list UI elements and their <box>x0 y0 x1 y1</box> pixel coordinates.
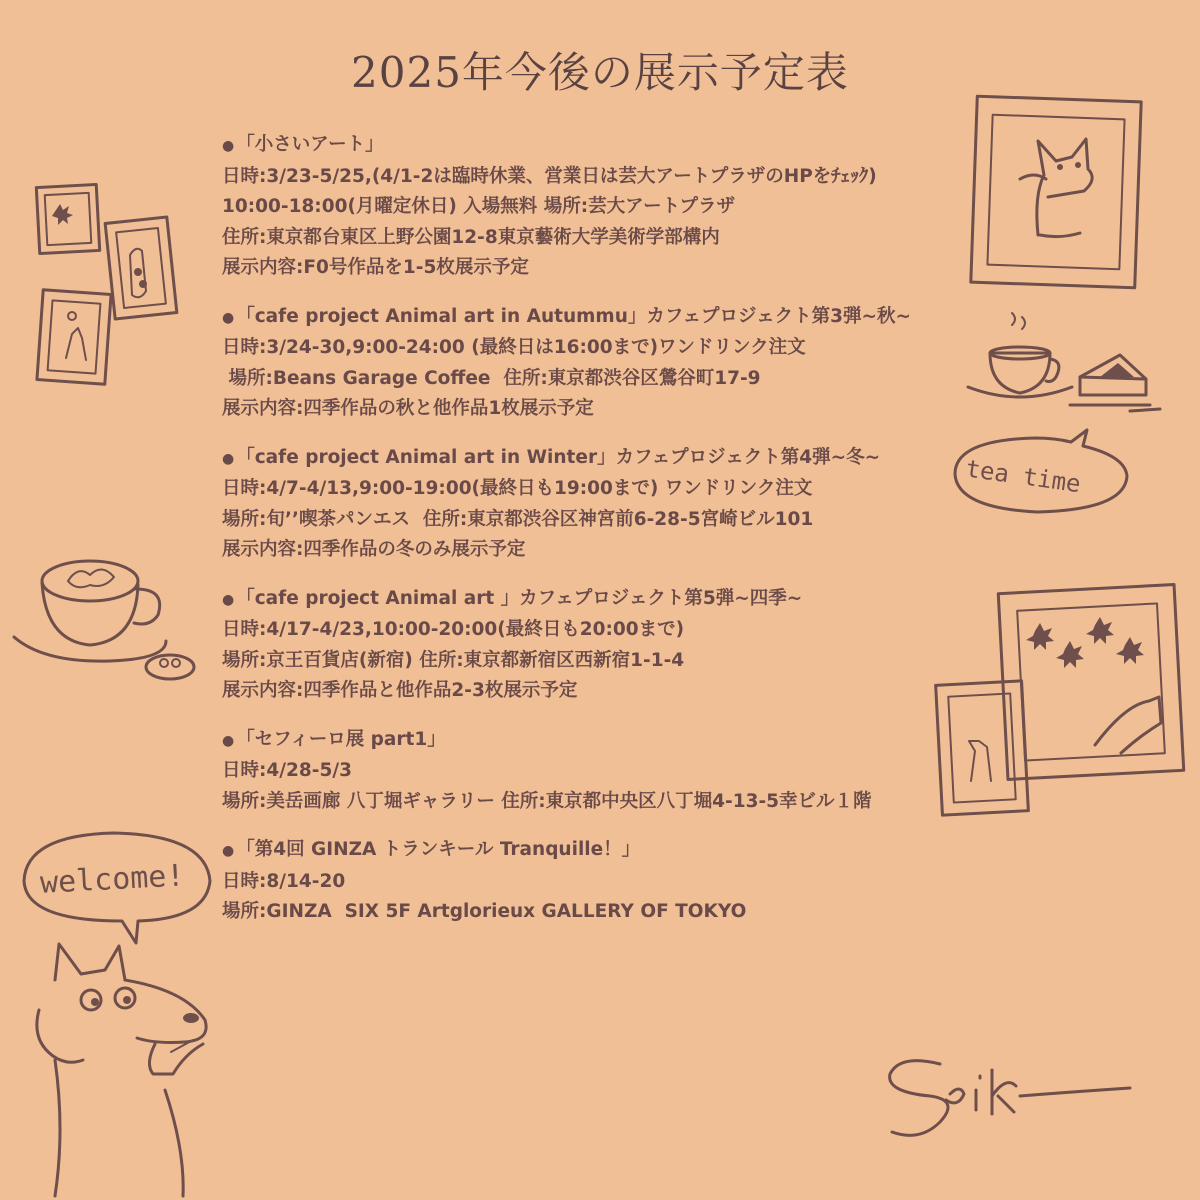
event-detail-line: 日時:4/17-4/23,10:00-20:00(最終日も20:00まで) <box>222 619 685 640</box>
event-name: 「cafe project Animal art in Autummu」カフェプロジェクト第3弾~秋~ <box>236 305 911 327</box>
event-detail-line: 日時:3/24-30,9:00-24:00 (最終日は16:00まで)ワンドリンク注文 <box>222 337 806 358</box>
event-name: 「セフィーロ展 part1」 <box>236 728 446 750</box>
event-detail-line: 住所:東京都台東区上野公園12-8東京藝術大学美術学部構内 <box>222 226 720 248</box>
event-detail-line: 日時:4/28-5/3 <box>222 760 352 781</box>
event-detail-line: 場所:GINZA SIX 5F Artglorieux GALLERY OF TOKYO <box>222 901 747 922</box>
event-cafe-autumn <box>222 302 1002 425</box>
welcome-text: welcome! <box>39 858 186 901</box>
framed-pictures-left-illustration <box>30 180 210 390</box>
latte-cup-illustration <box>10 545 210 695</box>
artist-signature <box>880 1050 1140 1140</box>
welcome-speech-bubble <box>10 825 220 945</box>
event-cafe-shiki <box>222 584 1002 707</box>
event-detail-line: 日時:8/14-20 <box>222 870 346 892</box>
event-name: 「cafe project Animal art 」カフェプロジェクト第5弾~四季~ <box>236 587 803 609</box>
event-detail-line: 日時:4/7-4/13,9:00-19:00(最終日も19:00まで) ワンドリンク注文 <box>222 478 813 499</box>
bullet-icon: ● <box>222 309 235 326</box>
coffee-and-cake-illustration <box>960 315 1170 435</box>
bullet-icon: ● <box>222 138 235 154</box>
event-detail-line: 日時:3/23-5/25,(4/1-2は臨時休業、営業日は芸大アートプラザのHPをﾁｪｯｸ) <box>222 165 877 187</box>
event-name: 「cafe project Animal art in Winter」カフェプロジェクト第4弾~冬~ <box>236 446 881 468</box>
bullet-icon: ● <box>222 732 235 749</box>
dog-character-illustration <box>15 940 225 1200</box>
event-detail-line: 10:00-18:00(月曜定休日) 入場無料 場所:芸大アートプラザ <box>222 196 736 217</box>
event-chiisai-art <box>222 130 1002 284</box>
event-detail-line: 場所:京王百貨店(新宿) 住所:東京都新宿区西新宿1-1-4 <box>222 649 685 671</box>
event-cafe-winter <box>222 443 1002 566</box>
event-detail-line: 展示内容:四季作品の秋と他作品1枚展示予定 <box>222 398 594 419</box>
event-detail-line: 場所:美岳画廊 八丁堀ギャラリー 住所:東京都中央区八丁堀4-13-5幸ビル１階 <box>222 790 872 812</box>
page-title: 2025年今後の展示予定表 <box>351 48 849 97</box>
event-detail-line: 展示内容:四季作品と他作品2-3枚展示予定 <box>222 680 578 701</box>
bullet-icon: ● <box>222 450 235 467</box>
event-name: 「第4回 GINZA トランキール Tranquille！」 <box>236 839 641 860</box>
framed-flowers-illustration <box>935 585 1190 820</box>
event-name: 「小さいアート」 <box>236 134 384 155</box>
event-detail-line: 場所:旬’’喫茶パンエス 住所:東京都渋谷区神宮前6-28-5宮崎ビル101 <box>222 508 814 530</box>
tea-time-speech-bubble <box>935 430 1135 520</box>
event-cefiro <box>222 725 1002 818</box>
bullet-icon: ● <box>222 843 235 859</box>
event-detail-line: 場所:Beans Garage Coffee 住所:東京都渋谷区鶯谷町17-9 <box>222 367 761 389</box>
event-detail-line: 展示内容:F0号作品を1-5枚展示予定 <box>222 257 529 278</box>
bullet-icon: ● <box>222 591 235 608</box>
schedule-list <box>222 130 1002 946</box>
framed-dog-picture-illustration <box>968 95 1148 295</box>
event-ginza-tranquille <box>222 835 1002 928</box>
event-detail-line: 展示内容:四季作品の冬のみ展示予定 <box>222 539 526 560</box>
tea-time-text: tea time <box>964 454 1083 499</box>
